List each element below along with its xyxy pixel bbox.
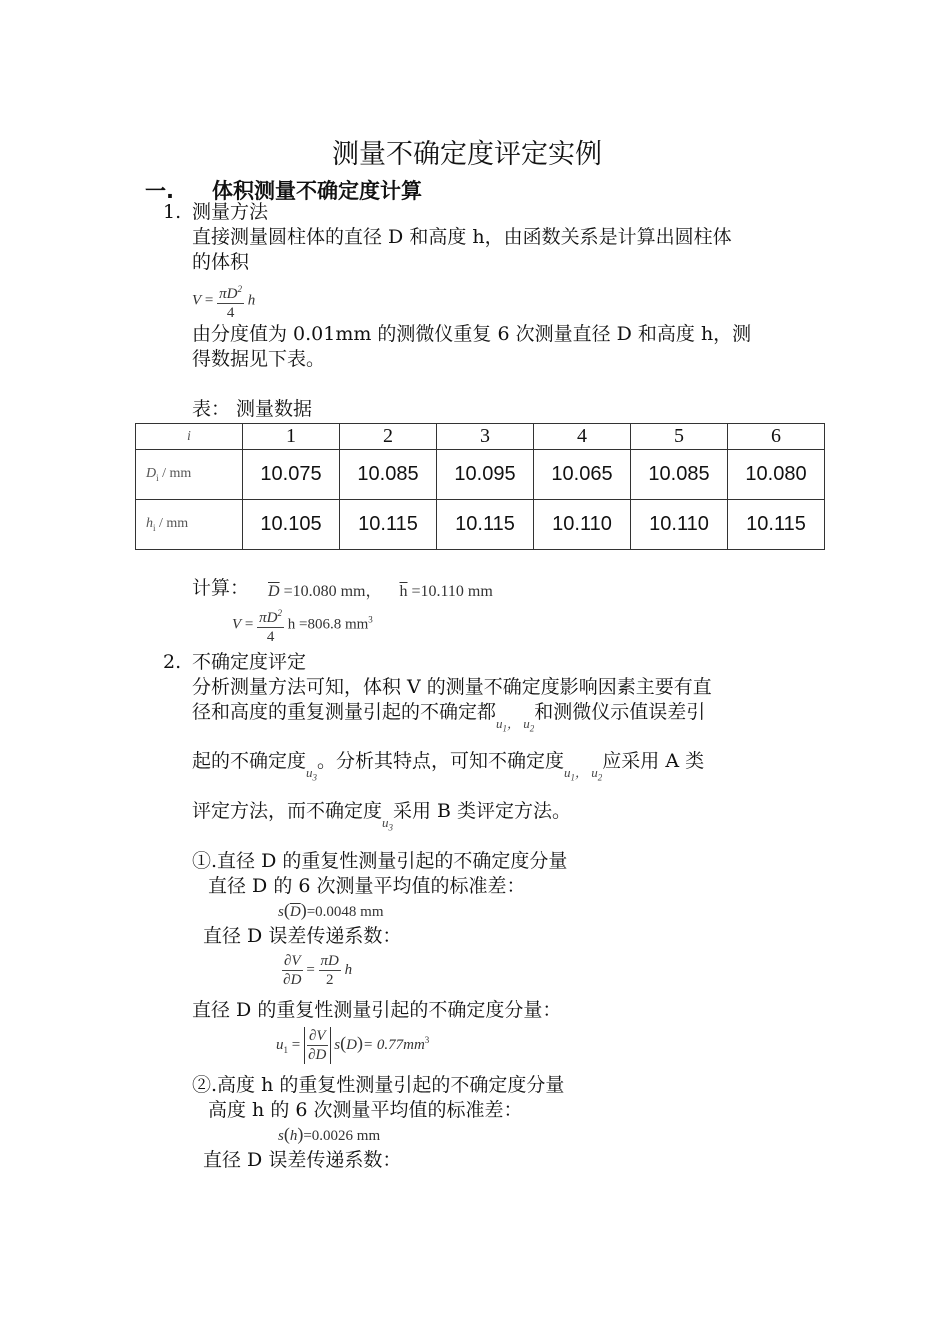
table-cell: 10.115 xyxy=(437,500,534,550)
section-1-number: 一. xyxy=(145,179,174,203)
table-column-header: 4 xyxy=(534,424,631,450)
item-1-paragraph-2-line-1: 由分度值为 0.01mm 的测微仪重复 6 次测量直径 D 和高度 h，测 xyxy=(192,323,752,345)
d-mean-value: =10.080 mm， xyxy=(283,583,382,600)
item-1-paragraph-line-1: 直接测量圆柱体的直径 D 和高度 h，由函数关系是计算出圆柱体 xyxy=(192,226,732,248)
part-d-u-formula: $u_1$ = $\frac{\partial V}{\partial D}$ $s(D)= 0.77mm^3$ xyxy=(276,1028,430,1063)
item-1-paragraph-line-2: 的体积 xyxy=(192,251,250,273)
table-cell: 10.075 xyxy=(243,450,340,500)
table-header-row xyxy=(136,424,825,450)
calc-label: 计算： xyxy=(192,577,250,599)
part-d-u-line: 直径 D 的重复性测量引起的不确定度分量： xyxy=(192,999,562,1021)
part-h-coef-line: 直径 D 误差传递系数： xyxy=(203,1149,402,1171)
volume-formula: V = $\frac{\pi D^2}{4}$ h xyxy=(192,280,255,322)
table-cell: 10.095 xyxy=(437,450,534,500)
table-column-header: 5 xyxy=(631,424,728,450)
table-caption: 表： 测量数据 xyxy=(192,398,313,420)
table-column-header: 2 xyxy=(340,424,437,450)
table-row-height xyxy=(136,500,825,550)
table-cell: 10.085 xyxy=(631,450,728,500)
section-1-heading: 体积测量不确定度计算 xyxy=(212,179,422,203)
table-header-label: i xyxy=(136,424,243,450)
part-h-std-line: 高度 h 的 6 次测量平均值的标准差： xyxy=(208,1099,523,1121)
part-d-std-line: 直径 D 的 6 次测量平均值的标准差： xyxy=(208,875,526,897)
volume-result-formula: V = $\frac{\pi D^2}{4}$ h =806.8 $mm^3$ xyxy=(232,604,373,646)
page-title: 测量不确定度评定实例 xyxy=(332,139,602,170)
table-cell: 10.065 xyxy=(534,450,631,500)
part-d-std-value: =0.0048 mm xyxy=(306,904,384,920)
d-mean-symbol: $\overline{D}$ xyxy=(268,583,280,600)
formula-tail: h xyxy=(247,292,256,309)
item-2-line-4: 评定方法，而不确定度$_{u_3}$采用 B 类评定方法。 xyxy=(192,800,572,833)
formula-denominator: 4 xyxy=(226,305,235,321)
table-column-header: 3 xyxy=(437,424,534,450)
part-d-partial-formula: $\frac{\partial V}{\partial D}$ = $\frac{\pi D}{2}$ h xyxy=(283,953,353,988)
part-h-heading: ②.高度 h 的重复性测量引起的不确定度分量 xyxy=(192,1074,565,1096)
part-d-heading: ①.直径 D 的重复性测量引起的不确定度分量 xyxy=(192,850,568,872)
item-2-line-2: 径和高度的重复测量引起的不确定都$_{u_1, u_2}$和测微仪示值误差引 xyxy=(192,701,706,734)
table-cell: 10.085 xyxy=(340,450,437,500)
item-1-heading: 测量方法 xyxy=(192,201,269,223)
table-cell: 10.110 xyxy=(631,500,728,550)
part-d-coef-line: 直径 D 误差传递系数： xyxy=(203,925,402,947)
mean-values xyxy=(268,578,493,601)
part-d-u-value: = 0.77mm xyxy=(362,1036,425,1053)
h-mean-symbol: $\overline{h}$ xyxy=(399,583,408,600)
table-column-header: 6 xyxy=(728,424,825,450)
measurement-table xyxy=(135,423,825,550)
item-2-line-1: 分析测量方法可知，体积 V 的测量不确定度影响因素主要有直 xyxy=(192,676,712,698)
row-label-height: $h_i$ / mm xyxy=(136,500,243,550)
volume-result-value: h =806.8 mm xyxy=(287,616,369,633)
part-h-std-value: =0.0026 mm xyxy=(303,1128,381,1144)
item-2-line-3: 起的不确定度$_{u_3}$。分析其特点，可知不确定度$_{u_1, u_2}$应采用 A 类 xyxy=(192,750,705,783)
part-d-std-formula: $s(\overline{D})=0.0048$ mm xyxy=(278,900,384,920)
row-label-diameter: $D_i$ / mm xyxy=(136,450,243,500)
table-cell: 10.080 xyxy=(728,450,825,500)
table-cell: 10.115 xyxy=(728,500,825,550)
item-2-number: 2. xyxy=(163,651,182,673)
item-1-paragraph-2-line-2: 得数据见下表。 xyxy=(192,348,326,370)
h-mean-value: =10.110 mm xyxy=(411,583,493,600)
table-cell: 10.115 xyxy=(340,500,437,550)
item-1-number: 1. xyxy=(163,201,182,223)
formula-lhs: V xyxy=(192,292,202,309)
item-2-heading: 不确定度评定 xyxy=(192,651,307,673)
table-cell: 10.105 xyxy=(243,500,340,550)
table-cell: 10.110 xyxy=(534,500,631,550)
table-row-diameter xyxy=(136,450,825,500)
formula-numerator: πD xyxy=(219,286,238,302)
part-h-std-formula: s(h)=0.0026 mm xyxy=(278,1124,381,1144)
table-column-header: 1 xyxy=(243,424,340,450)
